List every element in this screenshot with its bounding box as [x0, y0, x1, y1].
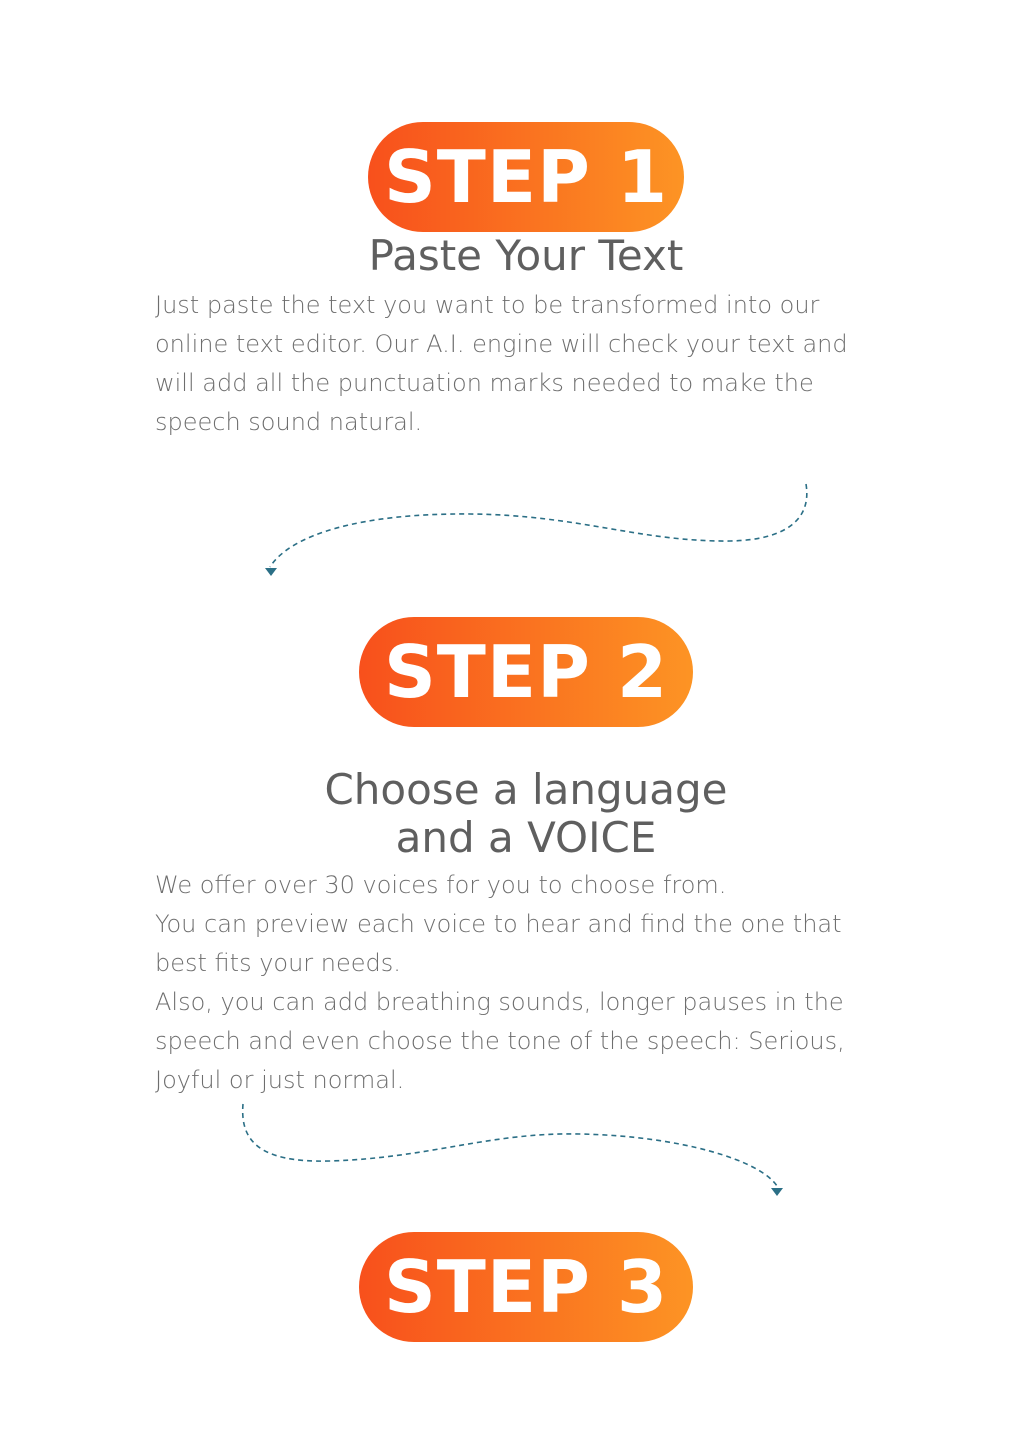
step-1-title: Paste Your Text — [368, 231, 684, 280]
step-2-description-line: speech and even choose the tone of the speech: Serious, — [155, 1027, 845, 1055]
step-2-badge: STEP 2 — [359, 617, 693, 727]
step-1-description-line: Just paste the text you want to be transformed into our — [155, 291, 820, 319]
step-2-title-line: and a VOICE — [395, 813, 657, 862]
step-2-title-line: Choose a language — [324, 765, 728, 814]
step-2-description-line: We offer over 30 voices for you to choose from. — [155, 871, 727, 899]
step-2-description — [155, 866, 895, 1100]
connector-2-arrowhead — [771, 1188, 783, 1196]
connector-2-path — [243, 1104, 777, 1186]
step-3-badge: STEP 3 — [359, 1232, 693, 1342]
connector-1-path — [270, 484, 807, 567]
step-1-description-line: online text editor. Our A.I. engine will check your text and — [155, 330, 848, 358]
step-2-description-line: Joyful or just normal. — [155, 1066, 405, 1094]
step-2-title — [0, 766, 1024, 862]
step-2-description-line: Also, you can add breathing sounds, longer pauses in the — [155, 988, 844, 1016]
step-1-description-line: will add all the punctuation marks needed to make the — [155, 369, 814, 397]
step-2-description-line: You can preview each voice to hear and find the one that — [155, 910, 842, 938]
step-2-description-line: best fits your needs. — [155, 949, 401, 977]
step-1-badge: STEP 1 — [368, 122, 684, 232]
step-1-description-line: speech sound natural. — [155, 408, 423, 436]
connector-1-arrowhead — [265, 568, 277, 576]
